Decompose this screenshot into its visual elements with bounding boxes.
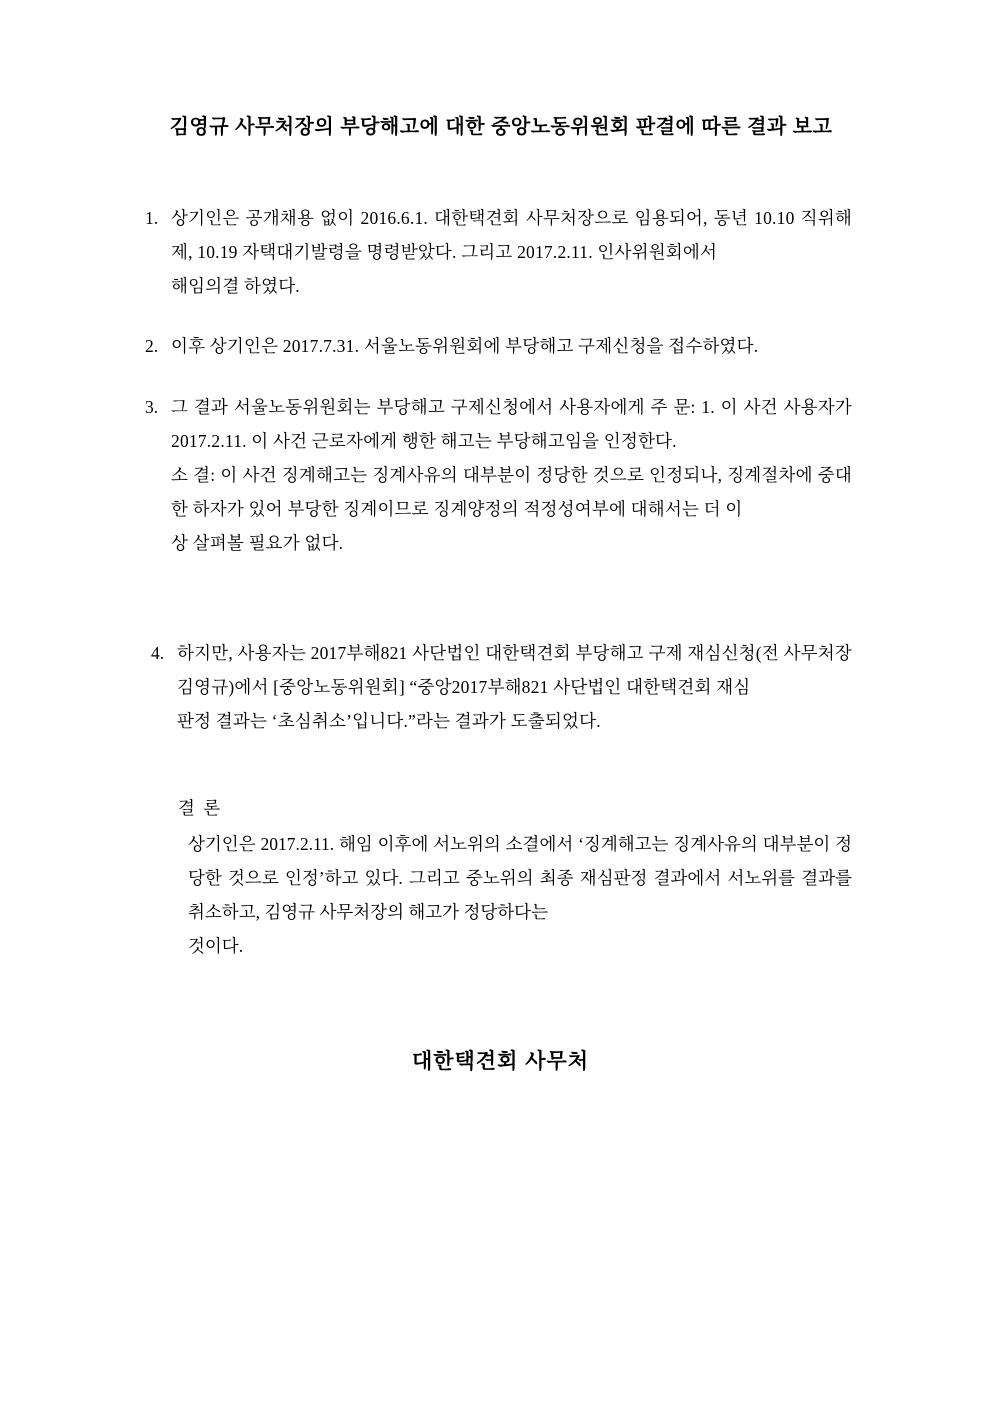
list-item-body bbox=[171, 329, 852, 363]
document-body bbox=[0, 201, 992, 1075]
list-item-number: 1. bbox=[145, 208, 159, 228]
list-item-number: 3. bbox=[145, 396, 159, 417]
list-item-line: 하지만, 사용자는 2017부해821 사단법인 대한택견회 부당해고 구제 재심신청(전 사무처장 김영규)에서 [중앙노동위원회] “중앙2017부해821 사단법인 대한택견회 재심 bbox=[177, 643, 852, 698]
list-item bbox=[145, 390, 852, 561]
page-title: 김영규 사무처장의 부당해고에 대한 중앙노동위원회 판결에 따른 결과 보고 bbox=[169, 116, 833, 138]
conclusion-section bbox=[145, 791, 852, 964]
list-item-body bbox=[171, 390, 852, 561]
list-item bbox=[145, 329, 852, 363]
list-item-line: 상기인은 공개채용 없이 2016.6.1. 대한택견회 사무처장으로 임용되어, 동년 10.10 직위해제, 10.19 자택대기발령을 명령받았다. 그리고 2017.2.11. 인사위원회에서 bbox=[171, 208, 852, 263]
list-item-line: 이후 상기인은 2017.7.31. 서울노동위원회에 부당해고 구제신청을 접수하였다. bbox=[171, 336, 759, 357]
list-item-line: 해임의결 하였다. bbox=[171, 276, 300, 297]
list-item-line: 소 결: 이 사건 징계해고는 징계사유의 대부분이 정당한 것으로 인정되나, 징계절차에 중대한 하자가 있어 부당한 징계이므로 징계양정의 적정성여부에 대해서는 더 이 bbox=[171, 464, 852, 519]
section-spacer bbox=[145, 586, 852, 626]
list-item-number: 2. bbox=[145, 336, 159, 357]
list-item-body bbox=[177, 636, 852, 738]
list-item bbox=[145, 201, 852, 303]
conclusion-line: 상기인은 2017.2.11. 해임 이후에 서노위의 소결에서 ‘징계해고는 징계사유의 대부분이 정당한 것으로 인정’하고 있다. 그리고 중노위의 최종 재심판정 결과에서 서노위를 결과를 취소하고, 김영규 사무처장의 해고가 정당하다는 bbox=[188, 833, 852, 922]
list-item-body bbox=[171, 201, 852, 303]
list-item-number: 4. bbox=[151, 643, 165, 664]
list-item-line: 판정 결과는 ‘초심취소’입니다.”라는 결과가 도출되었다. bbox=[177, 711, 601, 732]
conclusion-body bbox=[178, 827, 852, 964]
conclusion-heading: 결 론 bbox=[178, 797, 223, 818]
list-item-line: 상 살펴볼 필요가 없다. bbox=[171, 533, 344, 553]
list-item bbox=[145, 636, 852, 738]
signature-line: 대한택견회 사무처 bbox=[411, 1050, 590, 1074]
list-item-line: 그 결과 서울노동위원회는 부당해고 구제신청에서 사용자에게 주 문: 1. 이 사건 사용자가 2017.2.11. 이 사건 근로자에게 행한 해고는 부당해고임을 인정한다. bbox=[171, 396, 852, 451]
conclusion-line: 것이다. bbox=[188, 936, 244, 956]
